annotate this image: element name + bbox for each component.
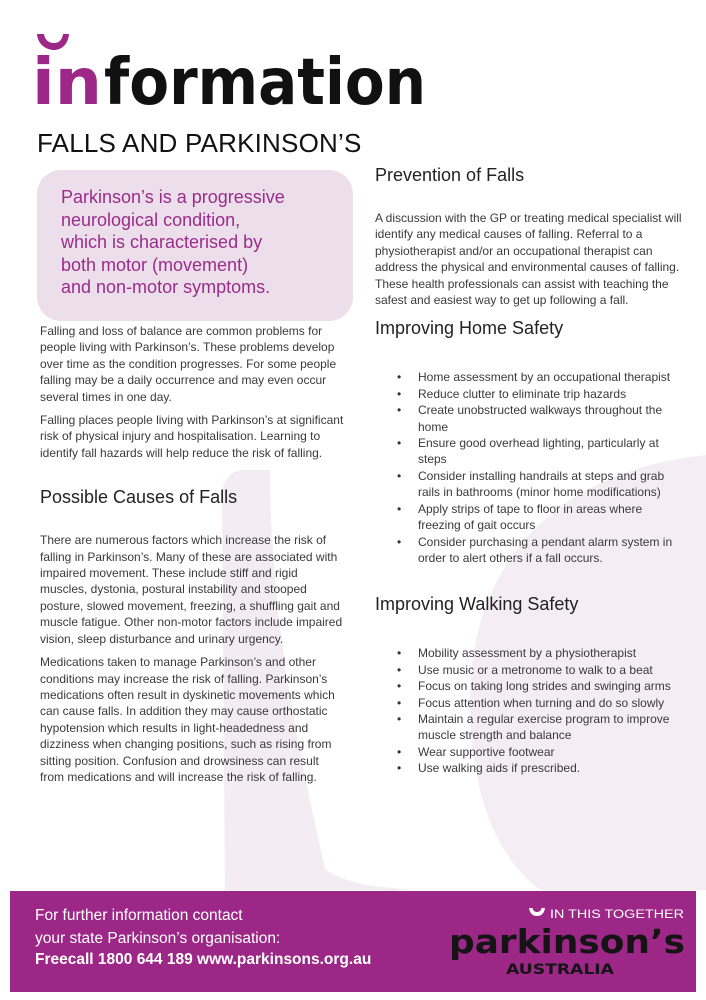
list-item: • Consider installing handrails at steps and grab rails in bathrooms (minor home modifications) <box>418 468 685 501</box>
prevention-heading: Prevention of Falls <box>375 165 525 185</box>
left-column <box>40 323 345 792</box>
list-item: • Apply strips of tape to floor in areas where freezing of gait occurs <box>418 501 685 534</box>
document-title: FALLS AND PARKINSON’S <box>37 128 362 158</box>
summary-quote-box <box>37 170 353 321</box>
walking-safety-heading: Improving Walking Safety <box>375 594 579 615</box>
summary-quote-text <box>61 186 346 299</box>
list-item: • Reduce clutter to eliminate trip hazards <box>418 386 685 402</box>
logo-formation-part: formation <box>104 46 426 108</box>
list-item: • Focus attention when turning and do so slowly <box>418 695 685 711</box>
prevention-paragraph: A discussion with the GP or treating medical specialist will identify any medical causes of falling. Referral to a physiotherapist and/or an occupational therapist can address the physical and environmental causes of falling. These health professionals can assist with teaching the safest and easiest way to get up following a fall. <box>375 211 682 308</box>
quote-line: which is characterised by <box>61 232 263 252</box>
footer-organisation-line: your state Parkinson’s organisation: <box>35 930 281 947</box>
footer-contact-line: For further information contact <box>35 907 243 924</box>
brand-tagline: IN THIS TOGETHER <box>550 907 685 921</box>
quote-line: and non-motor symptoms. <box>61 277 271 297</box>
information-logo-graphic <box>32 28 432 108</box>
quote-line: both motor (movement) <box>61 254 249 275</box>
information-logo <box>32 28 432 108</box>
list-item: • Use music or a metronome to walk to a beat <box>418 662 685 678</box>
list-item: • Consider purchasing a pendant alarm system in order to alert others if a fall occurs. <box>418 534 685 567</box>
list-item: • Maintain a regular exercise program to improve muscle strength and balance <box>418 711 685 744</box>
logo-in-part: in <box>32 46 102 108</box>
list-item: • Use walking aids if prescribed. <box>418 760 685 776</box>
footer-freecall-link[interactable]: Freecall 1800 644 189 www.parkinsons.org.au <box>35 951 372 968</box>
brand-country: AUSTRALIA <box>506 962 615 978</box>
list-item: • Home assessment by an occupational therapist <box>418 369 685 385</box>
home-safety-list <box>375 369 685 566</box>
list-item: • Mobility assessment by a physiotherapist <box>418 645 685 661</box>
intro-paragraph: Falling and loss of balance are common problems for people living with Parkinson’s. These problems develop over time as the condition progresses. For some people falling may be a daily occurrence and may even occur several times in one day. <box>40 324 337 404</box>
intro-paragraph: Falling places people living with Parkinson’s at significant risk of physical injury and hospitalisation. Learning to identify fall hazards will help reduce the risk of falling. <box>40 413 344 460</box>
list-item: • Wear supportive footwear <box>418 744 685 760</box>
list-item: • Ensure good overhead lighting, particularly at steps <box>418 435 685 468</box>
footer-banner <box>10 891 696 992</box>
list-item: • Create unobstructed walkways throughout the home <box>418 402 685 435</box>
home-safety-heading: Improving Home Safety <box>375 318 564 339</box>
quote-line: neurological condition, <box>61 209 241 230</box>
quote-line: Parkinson’s is a progressive <box>61 187 285 207</box>
right-column <box>375 165 685 777</box>
causes-paragraph: Medications taken to manage Parkinson’s and other conditions may increase the risk of falling. Parkinson’s medications often result in dyskinetic movements which can cause falls. In addition they may cause orthostatic hypotension which results in light-headedness and dizziness when changing positions, such as rising from sitting position. Confusion and drowsiness can result from medications and will increase the risk of falling. <box>40 655 335 784</box>
causes-heading: Possible Causes of Falls <box>40 487 238 508</box>
brand-name: parkinson’s <box>449 922 685 961</box>
causes-paragraph: There are numerous factors which increase the risk of falling in Parkinson’s. Many of these are associated with impaired movement. These include stiff and rigid muscles, dystonia, postural instability and stooped posture, slowed movement, freezing, a shuffling gait and muscle fatigue. Other non-motor factors include impaired vision, sleep disturbance and urinary urgency. <box>40 533 343 646</box>
parkinsons-australia-logo <box>436 891 696 992</box>
list-item: • Focus on taking long strides and swinging arms <box>418 678 685 694</box>
walking-safety-list <box>375 645 685 776</box>
